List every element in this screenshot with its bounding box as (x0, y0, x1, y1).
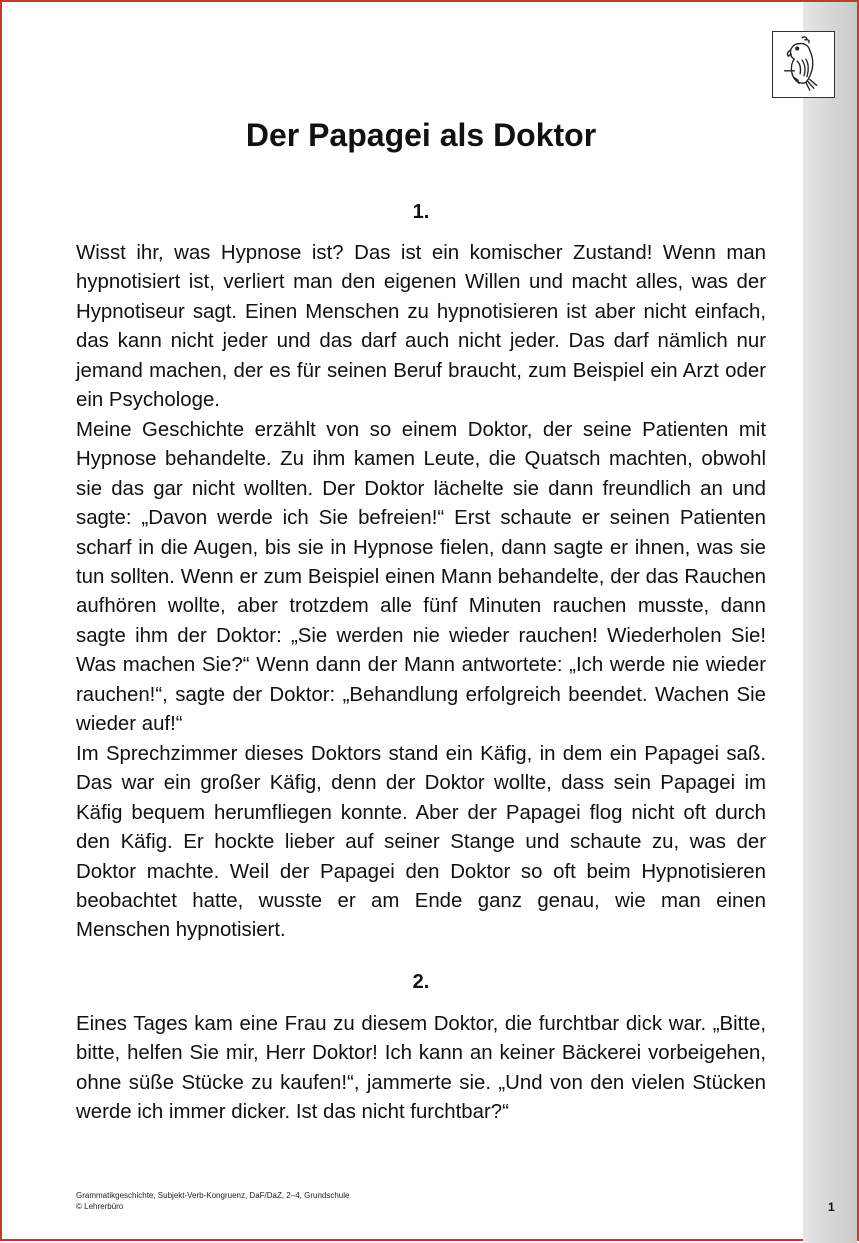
page-edge-strip (803, 2, 857, 1243)
story-title: Der Papagei als Doktor (245, 117, 597, 153)
parrot-icon (773, 32, 834, 97)
paragraph: Im Sprechzimmer dieses Doktors stand ein Käfig, in dem ein Papagei saß. Das war ein großer Käfig, denn der Doktor wollte, dass sein Papagei im Käfig bequem herumfliegen konnte. Aber der Papagei flog nicht oft durch den Käfig. Er hockte lieber auf seiner Stange und schaute zu, was der Doktor machte. Weil der Papagei den Doktor so oft beim Hypnotisieren beobachtet hatte, wusste er am Ende ganz genau, wie man einen Menschen hypnotisiert. (76, 742, 766, 942)
page-number: 1 (828, 1200, 835, 1214)
footer (76, 1190, 349, 1212)
section-1-text (76, 239, 766, 946)
section-2-text (76, 1010, 766, 1128)
parrot-logo (772, 31, 835, 98)
footer-copyright: © Lehrerbüro (76, 1202, 124, 1211)
paragraph: Meine Geschichte erzählt von so einem Doktor, der seine Patienten mit Hypnose behandelte. Zu ihm kamen Leute, die Quatsch machten, obwohl sie das gar nicht wollten. Der Doktor lächelte sie dann freundlich an und sagte: „Davon werde ich Sie befreien!“ Erst schaute er seinen Patienten scharf in die Augen, bis sie in Hypnose fielen, dann sagte er ihnen, was sie tun sollten. Wenn er zum Beispiel einen Mann behandelte, der das Rauchen aufhören wollte, aber trotzdem alle fünf Minuten rauchen musste, dann sagte ihm der Doktor: „Sie werden nie wieder rauchen! Wiederholen Sie! Was machen Sie?“ Wenn dann der Mann antwortete: „Ich werde nie wieder rauchen!“, sagte der Doktor: „Behandlung erfolgreich beendet. Wachen Sie wieder auf!“ (76, 418, 766, 736)
paragraph: Wisst ihr, was Hypnose ist? Das ist ein komischer Zustand! Wenn man hypnotisiert ist, verliert man den eigenen Willen und macht alles, was der Hypnotiseur sagt. Einen Menschen zu hypnotisieren ist aber nicht einfach, das kann nicht jeder und das darf auch nicht jeder. Das darf nämlich nur jemand machen, der es für seinen Beruf braucht, zum Beispiel ein Arzt oder ein Psychologe. (76, 242, 766, 412)
paragraph: Eines Tages kam eine Frau zu diesem Doktor, die furchtbar dick war. „Bitte, bitte, helfen Sie mir, Herr Doktor! Ich kann an keiner Bäckerei vorbeigehen, ohne süße Stücke zu kaufen!“, jammerte sie. „Und von den vielen Stücken werde ich immer dicker. Ist das nicht furchtbar?“ (76, 1013, 766, 1124)
section-number-1: 1. (412, 201, 430, 223)
section-number-2: 2. (412, 971, 430, 993)
footer-series: Grammatikgeschichte, Subjekt-Verb-Kongruenz, DaF/DaZ, 2–4, Grundschule (76, 1191, 350, 1200)
